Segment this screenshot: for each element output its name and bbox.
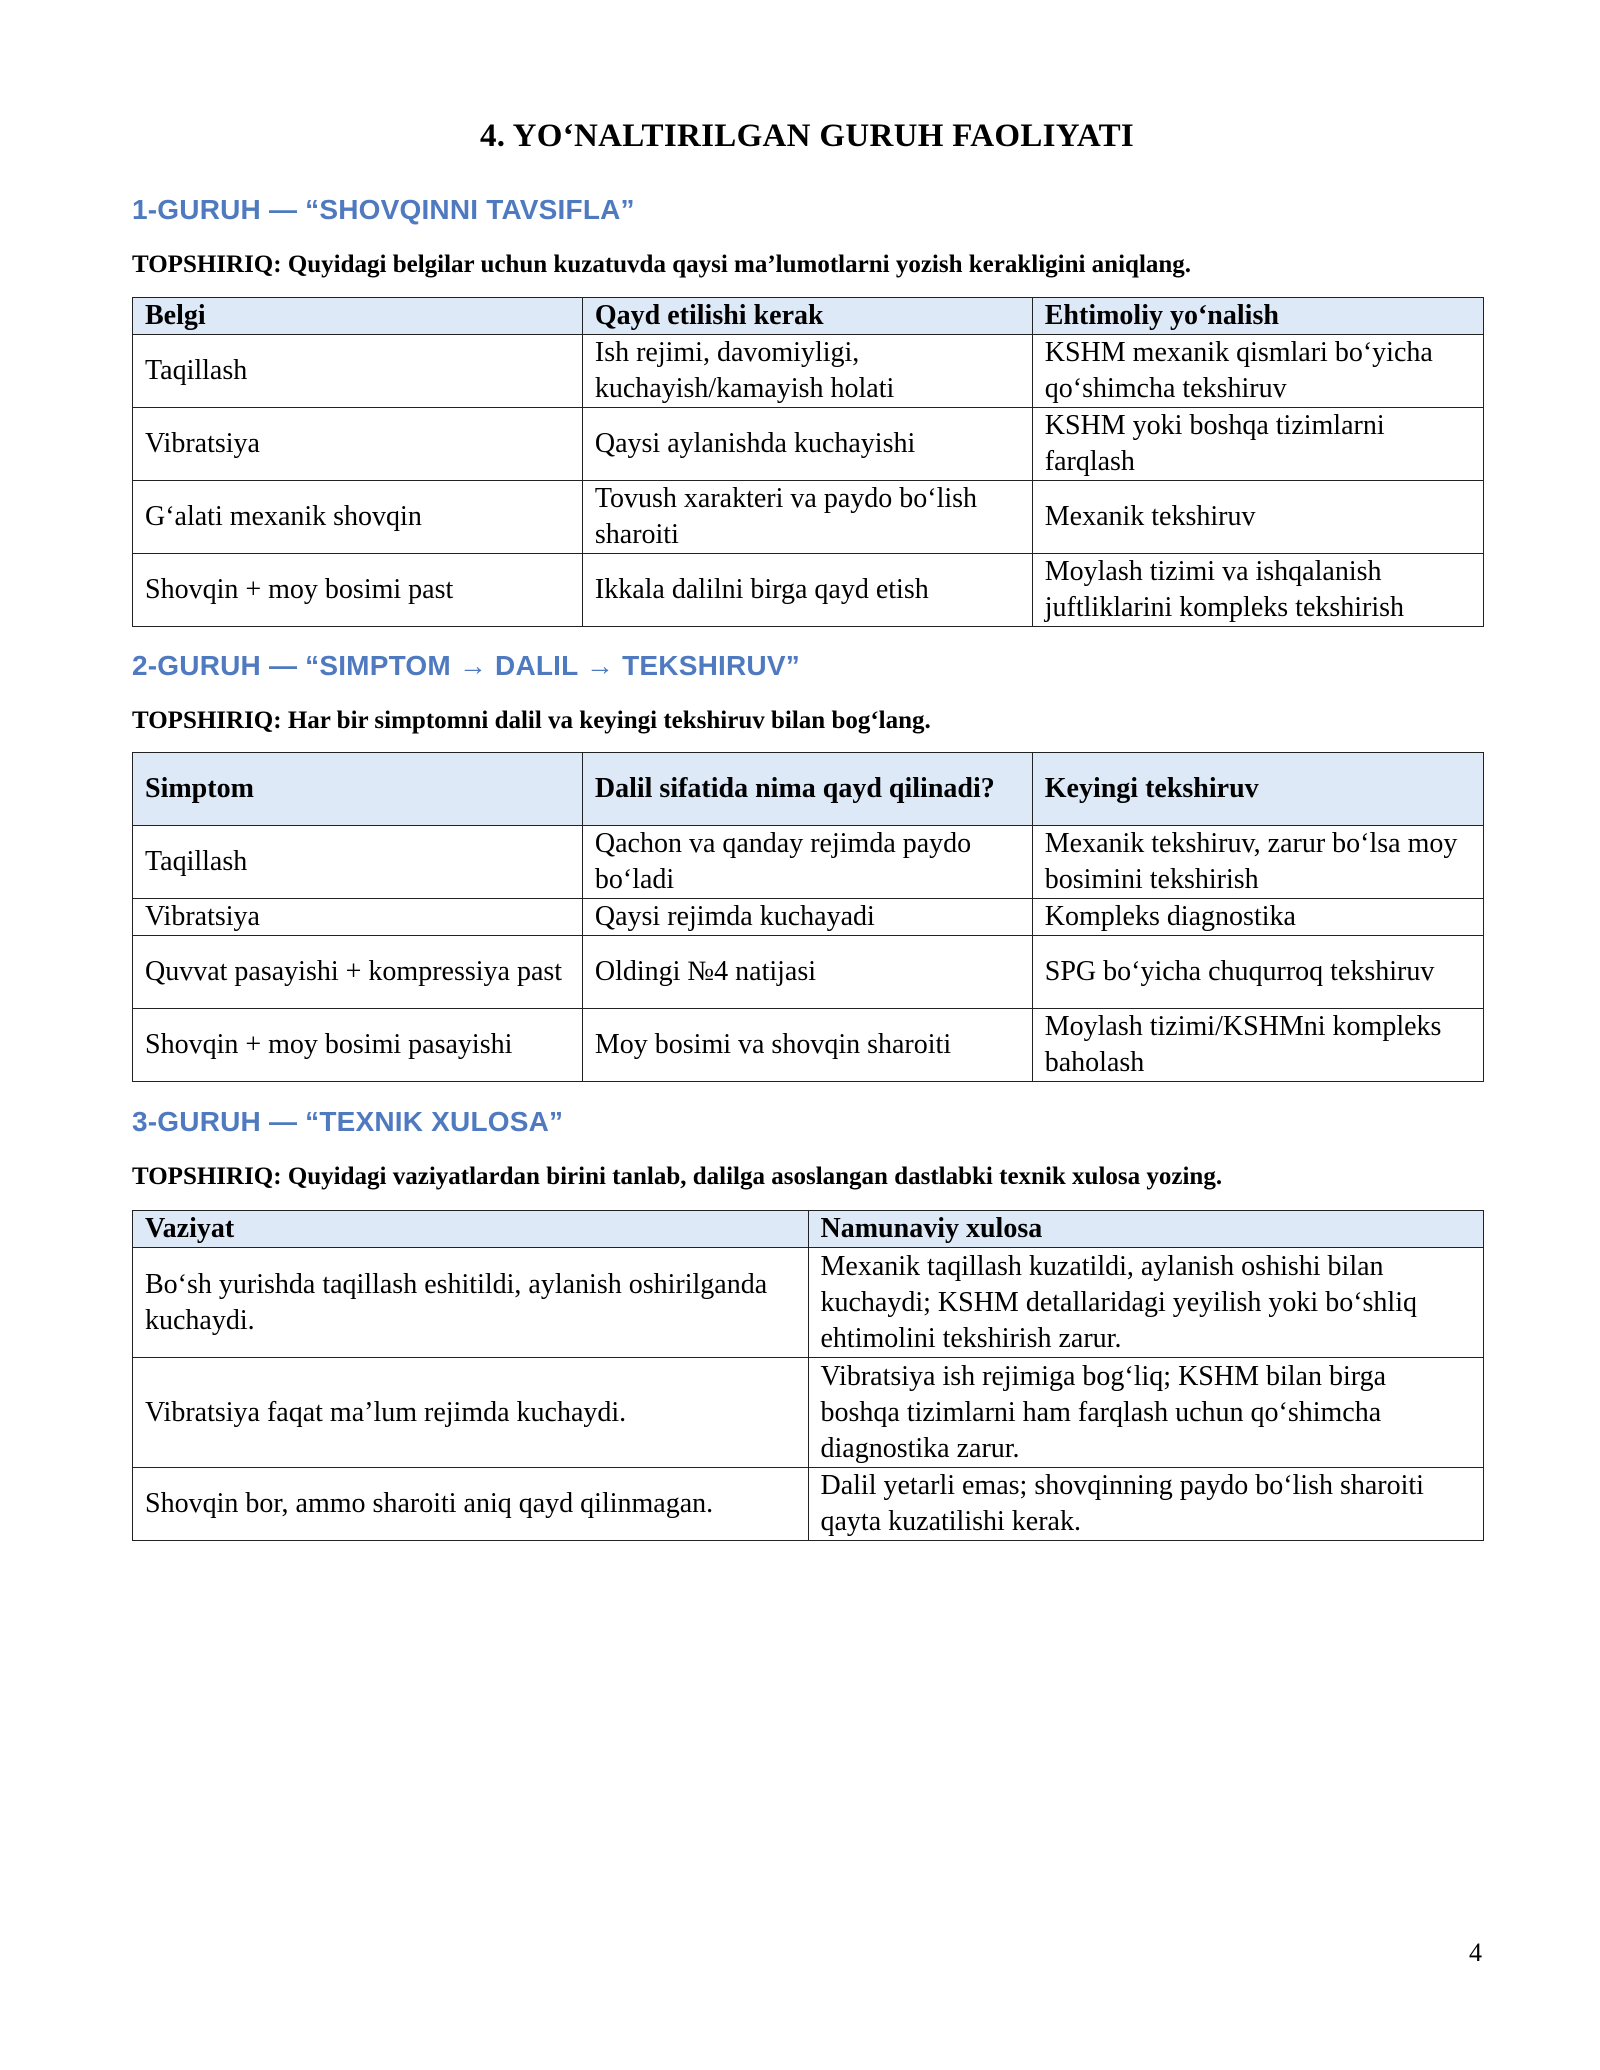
table-cell: Moy bosimi va shovqin sharoiti [582, 1009, 1032, 1082]
page-title: 4. YO‘NALTIRILGAN GURUH FAOLIYATI [479, 118, 1135, 154]
table-cell: Qachon va qanday rejimda paydo bo‘ladi [582, 826, 1032, 899]
table-cell: Ish rejimi, davomiyligi, kuchayish/kamayish holati [582, 335, 1032, 408]
table-header-cell: Ehtimoliy yo‘nalish [1032, 298, 1483, 335]
table-cell: Kompleks diagnostika [1032, 899, 1483, 936]
table-header-row [133, 1211, 1484, 1248]
table-cell: Dalil yetarli emas; shovqinning paydo bo‘lish sharoiti qayta kuzatilishi kerak. [808, 1468, 1484, 1541]
group2-heading: 2-GURUH — “SIMPTOM → DALIL → TEKSHIRUV” [132, 650, 800, 681]
table-row [133, 481, 1484, 554]
table-cell: Shovqin bor, ammo sharoiti aniq qayd qilinmagan. [133, 1468, 809, 1541]
table-cell: KSHM yoki boshqa tizimlarni farqlash [1032, 408, 1483, 481]
group2-task [132, 707, 931, 735]
table-row [133, 1248, 1484, 1358]
group1-task-label: TOPSHIRIQ: [132, 251, 282, 278]
group1-task-text: Quyidagi belgilar uchun kuzatuvda qaysi ma’lumotlarni yozish kerakligini aniqlang. [281, 251, 1192, 278]
table-cell: Vibratsiya faqat ma’lum rejimda kuchaydi. [133, 1358, 809, 1468]
table-row [133, 1009, 1484, 1082]
table-row [133, 899, 1484, 936]
table-header-cell: Vaziyat [133, 1211, 809, 1248]
table-cell: Mexanik tekshiruv, zarur bo‘lsa moy bosimini tekshirish [1032, 826, 1483, 899]
table-header-cell: Simptom [133, 753, 583, 826]
table-header-cell: Namunaviy xulosa [808, 1211, 1484, 1248]
table-header-cell: Qayd etilishi kerak [582, 298, 1032, 335]
table-cell: Vibratsiya [133, 899, 583, 936]
table-cell: Vibratsiya [133, 408, 583, 481]
table-row [133, 554, 1484, 627]
group3-task [132, 1163, 1222, 1191]
table-cell: Taqillash [133, 335, 583, 408]
table-cell: Shovqin + moy bosimi past [133, 554, 583, 627]
group3-task-label: TOPSHIRIQ: [132, 1163, 282, 1190]
table-cell: Qaysi rejimda kuchayadi [582, 899, 1032, 936]
table-cell: G‘alati mexanik shovqin [133, 481, 583, 554]
table-cell: Taqillash [133, 826, 583, 899]
table-cell: Shovqin + moy bosimi pasayishi [133, 1009, 583, 1082]
table-cell: Moylash tizimi va ishqalanish juftliklarini kompleks tekshirish [1032, 554, 1483, 627]
group2-task-label: TOPSHIRIQ: [132, 707, 282, 734]
group3-table [132, 1210, 1484, 1541]
table-cell: Quvvat pasayishi + kompressiya past [133, 936, 583, 1009]
group1-table [132, 297, 1484, 627]
table-row [133, 335, 1484, 408]
table-header-cell: Belgi [133, 298, 583, 335]
table-row [133, 1468, 1484, 1541]
page-number: 4 [1469, 1938, 1482, 1967]
table-row [133, 408, 1484, 481]
group2-table [132, 752, 1484, 1082]
table-cell: Bo‘sh yurishda taqillash eshitildi, aylanish oshirilganda kuchaydi. [133, 1248, 809, 1358]
group2-task-text: Har bir simptomni dalil va keyingi tekshiruv bilan bog‘lang. [281, 707, 931, 734]
table-header-row [133, 753, 1484, 826]
table-cell: Moylash tizimi/KSHMni kompleks baholash [1032, 1009, 1483, 1082]
group3-task-text: Quyidagi vaziyatlardan birini tanlab, dalilga asoslangan dastlabki texnik xulosa yozing. [281, 1163, 1223, 1190]
table-cell: Tovush xarakteri va paydo bo‘lish sharoiti [582, 481, 1032, 554]
table-row [133, 936, 1484, 1009]
table-row [133, 1358, 1484, 1468]
group1-heading: 1-GURUH — “SHOVQINNI TAVSIFLA” [132, 194, 635, 225]
table-cell: Ikkala dalilni birga qayd etish [582, 554, 1032, 627]
table-cell: SPG bo‘yicha chuqurroq tekshiruv [1032, 936, 1483, 1009]
table-cell: KSHM mexanik qismlari bo‘yicha qo‘shimcha tekshiruv [1032, 335, 1483, 408]
table-cell: Qaysi aylanishda kuchayishi [582, 408, 1032, 481]
table-cell: Mexanik tekshiruv [1032, 481, 1483, 554]
group3-heading: 3-GURUH — “TEXNIK XULOSA” [132, 1106, 564, 1137]
table-header-row [133, 298, 1484, 335]
table-cell: Mexanik taqillash kuzatildi, aylanish oshishi bilan kuchaydi; KSHM detallaridagi yeyilish yoki bo‘shliq ehtimolini tekshirish zarur. [808, 1248, 1484, 1358]
table-cell: Vibratsiya ish rejimiga bog‘liq; KSHM bilan birga boshqa tizimlarni ham farqlash uchun qo‘shimcha diagnostika zarur. [808, 1358, 1484, 1468]
table-row [133, 826, 1484, 899]
group1-task [132, 251, 1191, 279]
table-header-cell: Keyingi tekshiruv [1032, 753, 1483, 826]
table-cell: Oldingi №4 natijasi [582, 936, 1032, 1009]
table-header-cell: Dalil sifatida nima qayd qilinadi? [582, 753, 1032, 826]
